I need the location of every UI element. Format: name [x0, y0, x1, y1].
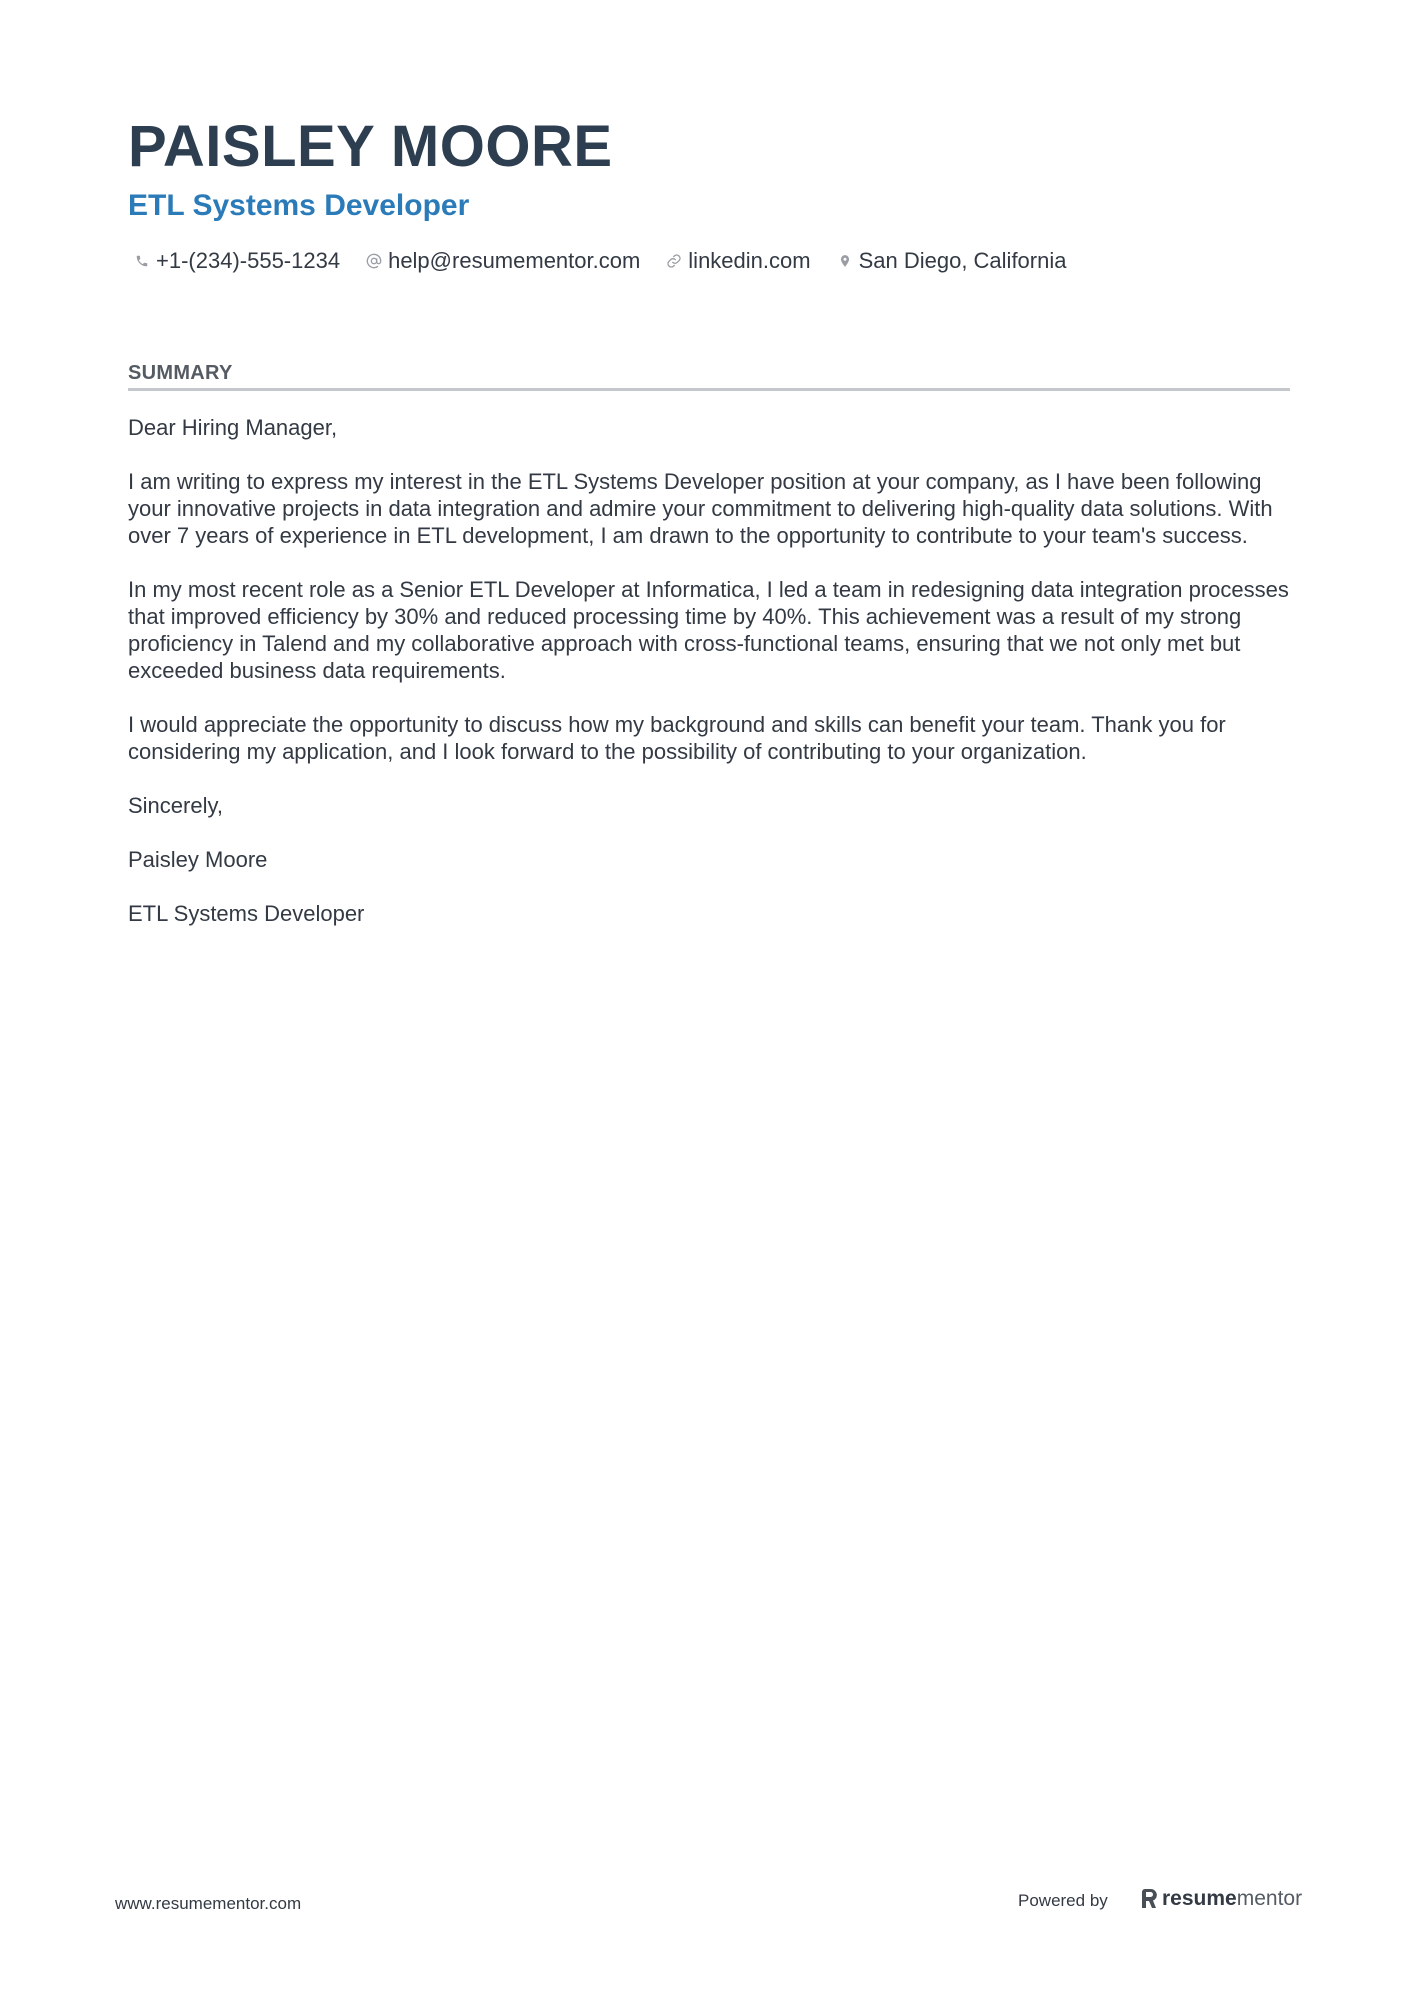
- contact-phone[interactable]: [134, 246, 340, 276]
- resumementor-logo-icon: [1140, 1888, 1158, 1910]
- contact-location-text: San Diego, California: [858, 248, 1067, 273]
- letter-paragraph-3: I would appreciate the opportunity to discuss how my background and skills can benefit your team. Thank you for considering my application, and I look forward to the possibility of contributing to your organization.: [128, 712, 1226, 764]
- phone-icon: [134, 252, 150, 270]
- letter-paragraph-1: I am writing to express my interest in the ETL Systems Developer position at your company, as I have been following your innovative projects in data integration and admire your commitment to delivering high-quality data solutions. With over 7 years of experience in ETL development, I am drawn to the opportunity to contribute to your team's success.: [128, 469, 1273, 548]
- signature-title: ETL Systems Developer: [128, 901, 365, 926]
- contact-linkedin[interactable]: [666, 246, 810, 276]
- at-icon: [366, 252, 382, 270]
- link-icon: [666, 252, 682, 270]
- footer-website-link[interactable]: www.resumementor.com: [115, 1894, 302, 1913]
- letter-greeting: Dear Hiring Manager,: [128, 415, 338, 440]
- letter-body: [128, 414, 1298, 954]
- location-pin-icon: [837, 252, 853, 270]
- powered-by-label: Powered by: [1018, 1891, 1108, 1910]
- contact-location: [837, 246, 1067, 276]
- candidate-name: PAISLEY MOORE: [128, 114, 613, 179]
- letter-paragraph-2: In my most recent role as a Senior ETL Developer at Informatica, I led a team in redesigning data integration processes that improved efficiency by 30% and reduced processing time by 40%. This achievement was a result of my strong proficiency in Talend and my collaborative approach with cross-functional teams, ensuring that we not only met but exceeded business data requirements.: [128, 577, 1289, 683]
- contact-email-text: help@resumementor.com: [388, 248, 641, 273]
- contact-linkedin-text: linkedin.com: [688, 248, 811, 273]
- letter-closing: Sincerely,: [128, 793, 223, 818]
- contact-email[interactable]: [366, 246, 640, 276]
- contact-phone-text: +1-(234)-555-1234: [156, 248, 341, 273]
- signature-name: Paisley Moore: [128, 847, 268, 872]
- brand-logo[interactable]: [1140, 1886, 1302, 1912]
- brand-text-light: mentor: [1236, 1887, 1303, 1910]
- candidate-title: ETL Systems Developer: [128, 189, 470, 222]
- section-title-summary: SUMMARY: [128, 360, 1290, 391]
- brand-text-bold: resume: [1162, 1887, 1237, 1910]
- contact-row: [134, 246, 1092, 276]
